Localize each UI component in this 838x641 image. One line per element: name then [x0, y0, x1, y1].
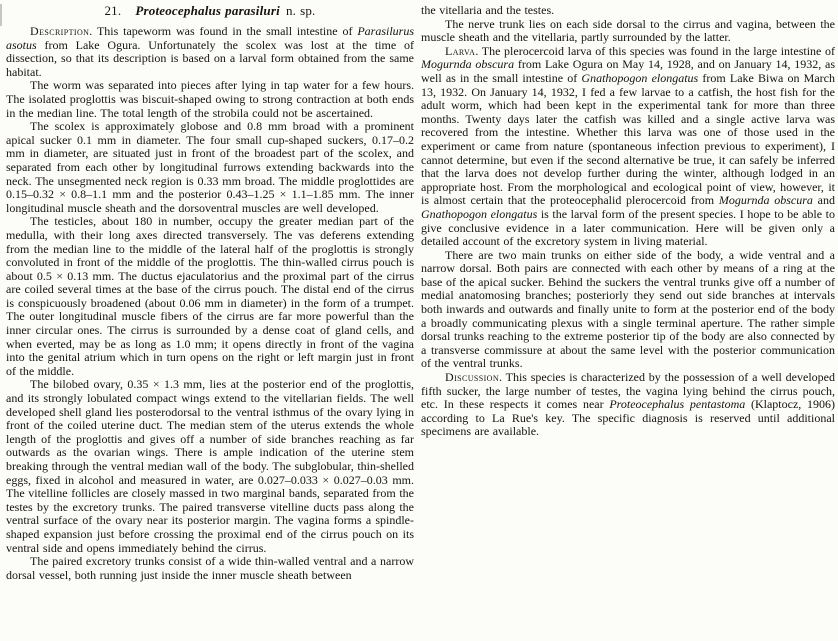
text-run: The bilobed ovary, 0.35 × 1.3 mm, lies at the posterior end of the proglottis, and its strongly lobulated compact wings extend to the vitellarian fields. The well developed shell gland lies posterodorsal to the ventral isthmus of the ovary lying in front of the coiled uterine duct. The median stem of the uterus extends the whole length of the proglottis and gives off a number of side branches reaching as far outwards as the ovarian wings. There is ample indication of the uterine stem breaking through the ventral median wall of the body. The subglobular, thin-shelled eggs, fixed in alcohol and measured in water, are 0.027–0.033 × 0.027–0.03 mm. The vitelline follicles are closely massed in two marginal bands, separated from the testes by the excretory trunks. The paired transverse vitelline ducts pass along the ventral surface of the ovary near its posterior margin. The vagina forms a spindle-shaped expansion just before crossing the proximal end of the cirrus pouch on its ventral side and opens immediately behind the cirrus. [6, 377, 414, 555]
text-run: There are two main trunks on either side of the body, a wide ventral and a narrow dorsal. Both pairs are connected with each other by means of a ring at the base of the apical sucker. Behind the suckers the ventral trunks give off a number of medial anatomosing branches; posteriorly they send out side branches at intervals both inwards and outwards and finally unite to form at the posterior end of the body a broadly communicating plexus with a single terminal aperture. The rather simple dorsal trunks reaching to the extreme posterior tip of the body are also connected by a transverse commissure at about the same level with the posterior communication of the ventral trunks. [421, 247, 835, 371]
section-lead-word: Discussion [445, 370, 500, 385]
paragraph [6, 378, 414, 555]
paragraph [421, 45, 835, 249]
paragraph [421, 249, 835, 371]
italic-taxon-text: Parasilurus asotus [6, 24, 414, 52]
right-column-body [421, 4, 835, 439]
species-name: Proteocephalus parasiluri [135, 3, 280, 18]
text-run: . The plerocercoid larva of this species was found in the large intestine of [475, 43, 835, 58]
paragraph [6, 555, 414, 582]
paragraph [6, 79, 414, 120]
text-run: the vitellaria and the testes. [421, 4, 555, 17]
section-lead-word: Larva [445, 43, 476, 58]
italic-taxon-text: Proteocephalus pentastoma [609, 397, 746, 412]
paragraph [6, 215, 414, 378]
text-run: and [812, 193, 835, 208]
right-column [421, 4, 835, 641]
left-column-body [6, 25, 414, 582]
paragraph [6, 25, 414, 79]
italic-taxon-text: Mogurnda obscura [718, 193, 813, 208]
paragraph [421, 18, 835, 45]
paragraph [421, 4, 835, 18]
text-run: from Lake Ogura. Unfortunately the scolex was lost at the time of dissection, so that its description is based on a larval form obtained from the same habitat. [6, 37, 414, 79]
text-run: from Lake Biwa on March 13, 1932. On January 14, 1932, I fed a few larvae to a catfish, the host fish for the adult worm, which had been kept in the experimental tank for more than three months. Twenty days later the catfish was killed and a single active larva was recovered from the intestine. Whether this larva was one of those used in the experiment or came from nature (spontaneous infection previous to experiment), I cannot determine, but even if the second alternative be true, it can safely be inferred that the larva does not develop further during the winter, although lodged in an appropriate host. From the morphological and ecological point of view, however, it is almost certain that the proteocephalid plerocercoid from [421, 70, 835, 208]
title-suffix: n. sp. [285, 3, 316, 18]
text-run: The scolex is approximately globose and 0.8 mm broad with a prominent apical sucker 0.1 mm in diameter. The four small cup-shaped suckers, 0.17–0.2 mm in diameter, are situated just in front of the broadest part of the scolex, and separated from each other by longitudinal furrows extending backwards into the neck. The unsegmented neck region is 0.33 mm broad. The middle proglottides are 0.15–0.32 × 0.8–1.1 mm and the posterior 0.43–1.25 × 1.1–1.85 mm. The inner longitudinal muscle sheath and the dorsoventral muscles are well developed. [6, 119, 414, 215]
text-run: The worm was separated into pieces after lying in tap water for a few hours. The isolated proglottis was biscuit-shaped owing to strong contraction at both ends in the median line. The total length of the strobila could not be ascertained. [6, 78, 414, 120]
text-run: is the larval form of the present species. I hope to be able to give conclusive evidence in a later communication. Here will be given only a detailed account of the excretory system in living material. [421, 206, 835, 249]
italic-taxon-text: Gnathopogon elongatus [421, 206, 538, 221]
text-run: The testicles, about 180 in number, occupy the greater median part of the medulla, with their long axes directed transversely. The vas deferens extending from the median line to the middle of the lateral half of the proglottis is strongly convoluted in front of the middle of the proglottis. The thin-walled cirrus pouch is about 0.5 × 0.13 mm. The ductus ejaculatorius and the proximal part of the cirrus are coiled several times at the base of the cirrus pouch. The distal end of the cirrus is conspicuously broadened (about 0.06 mm in diameter) in the form of a trumpet. The outer longitudinal muscle fibers of the cirrus are far more powerful than the inner circular ones. The cirrus is surrounded by a dense coat of gland cells, and when everted, may be as long as 1.0 mm; it opens directly in front of the vagina into the genital atrium which in turn opens on the right or left margin just in front of the middle. [6, 214, 414, 378]
text-run: The nerve trunk lies on each side dorsal to the cirrus and vagina, between the muscle sheath and the vitellaria, partly surrounded by the latter. [421, 16, 835, 45]
section-lead-word: Description [30, 24, 90, 38]
article-title [6, 3, 414, 18]
text-run: (Klaptocz, 1906) according to La Rue's key. The specific diagnosis is reserved until additional specimens are available. [421, 397, 835, 439]
text-run: from Lake Ogura on May 14, 1928, and on January 14, 1932, as well as in the small intestine of [421, 57, 835, 85]
section-number: 21. [104, 3, 122, 18]
text-run: . This tapeworm was found in the small intestine of [89, 24, 358, 38]
left-column [6, 3, 414, 641]
scan-artifact [0, 4, 2, 26]
italic-taxon-text: Gnathopogon elongatus [581, 70, 699, 85]
paragraph [6, 120, 414, 215]
text-run: The paired excretory trunks consist of a wide thin-walled ventral and a narrow dorsal vessel, both running just inside the inner muscle sheath between [6, 554, 414, 582]
italic-taxon-text: Mogurnda obscura [421, 57, 515, 72]
paragraph [421, 371, 835, 439]
text-run: . This species is characterized by the possession of a well developed fifth sucker, the large number of testes, the vagina lying behind the cirrus pouch, etc. In these respects it comes near [421, 370, 835, 412]
